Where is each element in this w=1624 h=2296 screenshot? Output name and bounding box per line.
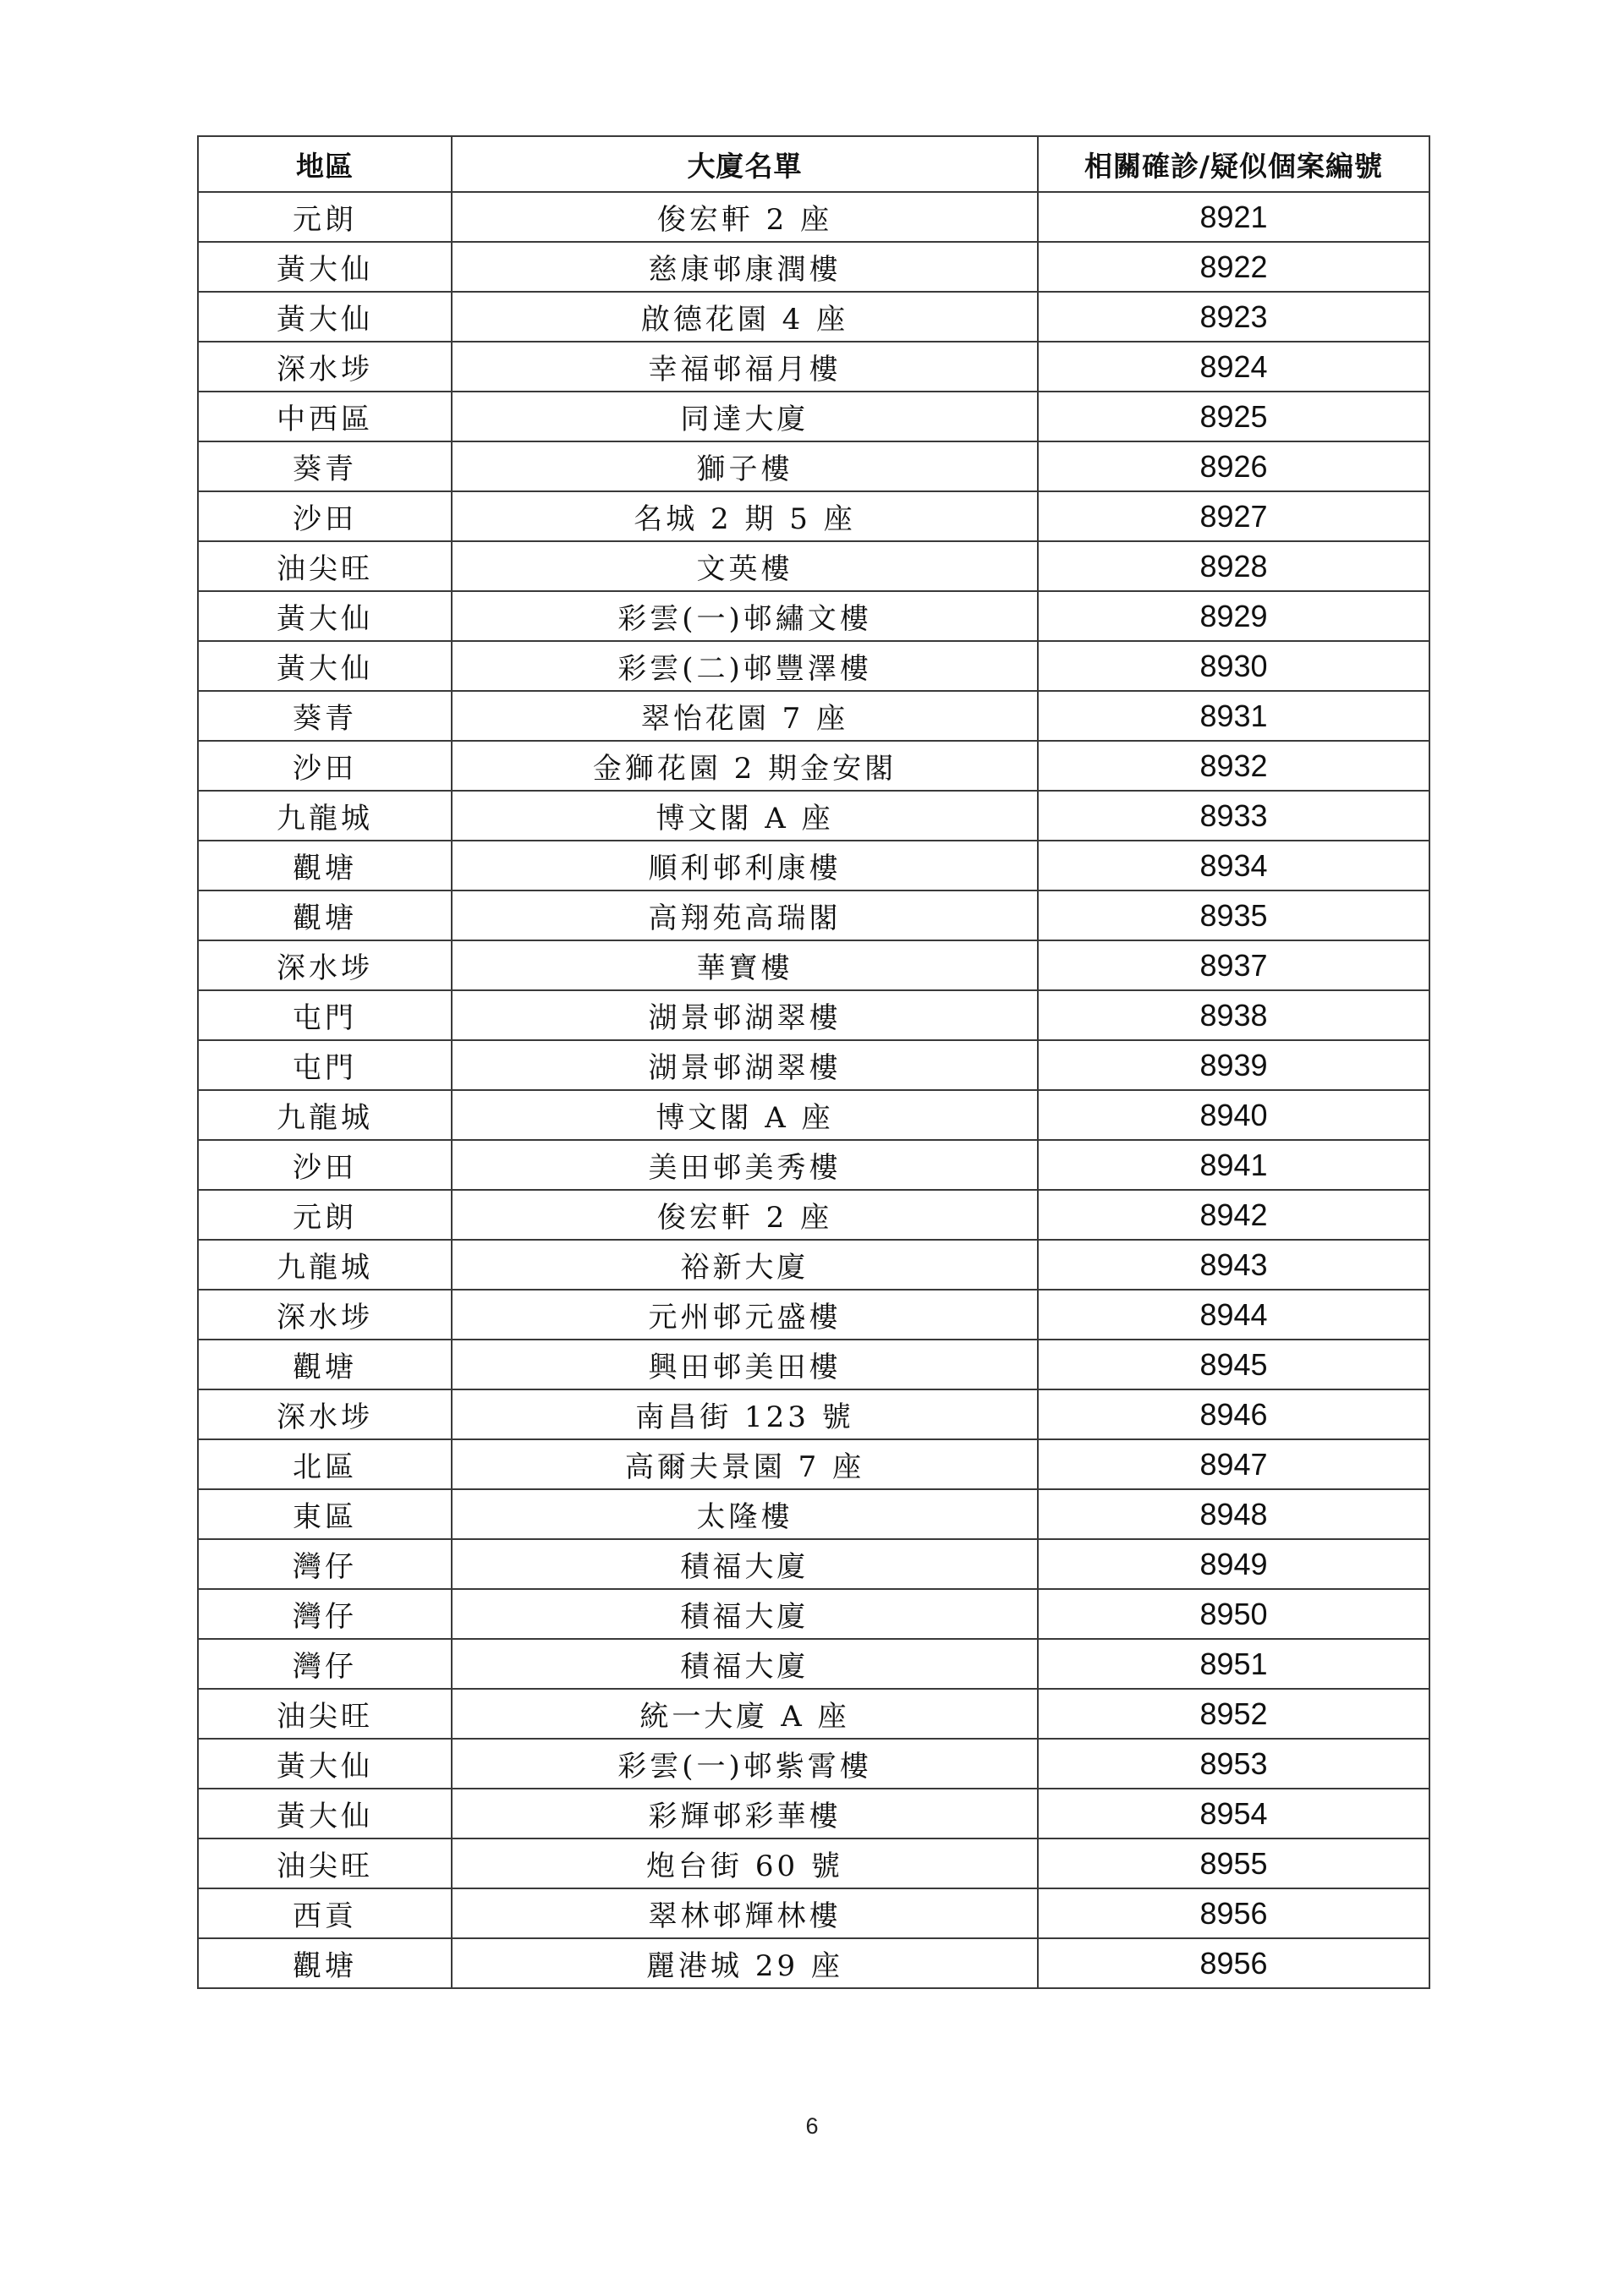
building-cell: 裕新大廈 [452, 1240, 1038, 1290]
case-number-cell: 8942 [1038, 1190, 1429, 1240]
building-cell: 炮台街 60 號 [452, 1838, 1038, 1888]
table-row [198, 1340, 1429, 1389]
district-cell: 油尖旺 [198, 1838, 452, 1888]
table-row [198, 890, 1429, 940]
building-cell: 太隆樓 [452, 1489, 1038, 1539]
case-number-cell: 8949 [1038, 1539, 1429, 1589]
district-cell: 九龍城 [198, 1240, 452, 1290]
case-number-cell: 8950 [1038, 1589, 1429, 1639]
building-cell: 高爾夫景園 7 座 [452, 1439, 1038, 1489]
district-cell: 九龍城 [198, 1090, 452, 1140]
buildings-table [197, 135, 1430, 1989]
building-cell: 名城 2 期 5 座 [452, 491, 1038, 541]
district-cell: 中西區 [198, 392, 452, 441]
case-number-cell: 8934 [1038, 841, 1429, 890]
building-cell: 彩雲(一)邨繡文樓 [452, 591, 1038, 641]
case-number-cell: 8935 [1038, 890, 1429, 940]
case-number-cell: 8937 [1038, 940, 1429, 990]
table-row [198, 342, 1429, 392]
district-cell: 元朗 [198, 192, 452, 242]
table-row [198, 1689, 1429, 1739]
table-row [198, 841, 1429, 890]
case-number-cell: 8956 [1038, 1888, 1429, 1938]
district-cell: 沙田 [198, 491, 452, 541]
building-cell: 興田邨美田樓 [452, 1340, 1038, 1389]
table-row [198, 1639, 1429, 1689]
table-row [198, 641, 1429, 691]
district-cell: 深水埗 [198, 940, 452, 990]
case-number-cell: 8940 [1038, 1090, 1429, 1140]
table-row [198, 591, 1429, 641]
case-number-cell: 8941 [1038, 1140, 1429, 1190]
table-row [198, 1938, 1429, 1988]
case-number-cell: 8948 [1038, 1489, 1429, 1539]
district-cell: 屯門 [198, 1040, 452, 1090]
district-cell: 黃大仙 [198, 242, 452, 292]
building-cell: 湖景邨湖翠樓 [452, 1040, 1038, 1090]
district-cell: 沙田 [198, 1140, 452, 1190]
district-cell: 深水埗 [198, 342, 452, 392]
district-cell: 觀塘 [198, 841, 452, 890]
case-number-cell: 8954 [1038, 1789, 1429, 1838]
case-number-cell: 8943 [1038, 1240, 1429, 1290]
table-row [198, 691, 1429, 741]
building-cell: 積福大廈 [452, 1589, 1038, 1639]
table-row [198, 940, 1429, 990]
building-cell: 博文閣 A 座 [452, 791, 1038, 841]
case-number-cell: 8938 [1038, 990, 1429, 1040]
case-number-cell: 8939 [1038, 1040, 1429, 1090]
district-cell: 深水埗 [198, 1290, 452, 1340]
district-cell: 灣仔 [198, 1589, 452, 1639]
table-row [198, 791, 1429, 841]
district-cell: 黃大仙 [198, 591, 452, 641]
district-cell: 黃大仙 [198, 292, 452, 342]
case-number-cell: 8951 [1038, 1639, 1429, 1689]
building-cell: 翠林邨輝林樓 [452, 1888, 1038, 1938]
table-row [198, 242, 1429, 292]
table-row [198, 192, 1429, 242]
building-cell: 彩雲(一)邨紫霄樓 [452, 1739, 1038, 1789]
building-cell: 彩輝邨彩華樓 [452, 1789, 1038, 1838]
table-row [198, 1888, 1429, 1938]
district-cell: 深水埗 [198, 1389, 452, 1439]
case-number-cell: 8952 [1038, 1689, 1429, 1739]
table-row [198, 491, 1429, 541]
table-row [198, 1290, 1429, 1340]
table-row [198, 292, 1429, 342]
building-cell: 文英樓 [452, 541, 1038, 591]
case-number-cell: 8946 [1038, 1389, 1429, 1439]
district-cell: 東區 [198, 1489, 452, 1539]
table-row [198, 741, 1429, 791]
header-case-number: 相關確診/疑似個案編號 [1038, 136, 1429, 192]
table-header-row [198, 136, 1429, 192]
case-number-cell: 8925 [1038, 392, 1429, 441]
building-cell: 獅子樓 [452, 441, 1038, 491]
case-number-cell: 8926 [1038, 441, 1429, 491]
district-cell: 灣仔 [198, 1639, 452, 1689]
case-number-cell: 8931 [1038, 691, 1429, 741]
case-number-cell: 8945 [1038, 1340, 1429, 1389]
district-cell: 元朗 [198, 1190, 452, 1240]
building-cell: 美田邨美秀樓 [452, 1140, 1038, 1190]
case-number-cell: 8955 [1038, 1838, 1429, 1888]
building-cell: 彩雲(二)邨豐澤樓 [452, 641, 1038, 691]
building-cell: 博文閣 A 座 [452, 1090, 1038, 1140]
building-cell: 湖景邨湖翠樓 [452, 990, 1038, 1040]
district-cell: 葵青 [198, 691, 452, 741]
district-cell: 北區 [198, 1439, 452, 1489]
building-cell: 積福大廈 [452, 1539, 1038, 1589]
district-cell: 黃大仙 [198, 1739, 452, 1789]
table-row [198, 1140, 1429, 1190]
building-cell: 俊宏軒 2 座 [452, 1190, 1038, 1240]
building-cell: 積福大廈 [452, 1639, 1038, 1689]
district-cell: 觀塘 [198, 1938, 452, 1988]
district-cell: 黃大仙 [198, 641, 452, 691]
building-cell: 華寶樓 [452, 940, 1038, 990]
case-number-cell: 8944 [1038, 1290, 1429, 1340]
building-cell: 幸福邨福月樓 [452, 342, 1038, 392]
table-row [198, 990, 1429, 1040]
table-body [198, 192, 1429, 1988]
case-number-cell: 8923 [1038, 292, 1429, 342]
table-row [198, 1489, 1429, 1539]
district-cell: 觀塘 [198, 1340, 452, 1389]
building-cell: 同達大廈 [452, 392, 1038, 441]
building-cell: 高翔苑高瑞閣 [452, 890, 1038, 940]
district-cell: 葵青 [198, 441, 452, 491]
district-cell: 九龍城 [198, 791, 452, 841]
table-row [198, 1789, 1429, 1838]
case-number-cell: 8922 [1038, 242, 1429, 292]
case-number-cell: 8921 [1038, 192, 1429, 242]
case-number-cell: 8947 [1038, 1439, 1429, 1489]
district-cell: 西貢 [198, 1888, 452, 1938]
table-row [198, 1539, 1429, 1589]
building-cell: 順利邨利康樓 [452, 841, 1038, 890]
table-row [198, 1589, 1429, 1639]
district-cell: 屯門 [198, 990, 452, 1040]
district-cell: 油尖旺 [198, 1689, 452, 1739]
district-cell: 沙田 [198, 741, 452, 791]
table-row [198, 392, 1429, 441]
building-cell: 麗港城 29 座 [452, 1938, 1038, 1988]
case-number-cell: 8928 [1038, 541, 1429, 591]
building-cell: 啟德花園 4 座 [452, 292, 1038, 342]
table-row [198, 1240, 1429, 1290]
header-building: 大廈名單 [452, 136, 1038, 192]
case-number-cell: 8953 [1038, 1739, 1429, 1789]
page-number: 6 [805, 2113, 819, 2139]
table-row [198, 1739, 1429, 1789]
building-cell: 金獅花園 2 期金安閣 [452, 741, 1038, 791]
case-number-cell: 8929 [1038, 591, 1429, 641]
table-row [198, 1838, 1429, 1888]
header-district: 地區 [198, 136, 452, 192]
case-number-cell: 8933 [1038, 791, 1429, 841]
table-row [198, 1040, 1429, 1090]
building-cell: 南昌街 123 號 [452, 1389, 1038, 1439]
table-row [198, 1190, 1429, 1240]
table-row [198, 1439, 1429, 1489]
case-number-cell: 8930 [1038, 641, 1429, 691]
table-row [198, 541, 1429, 591]
building-cell: 慈康邨康潤樓 [452, 242, 1038, 292]
building-cell: 統一大廈 A 座 [452, 1689, 1038, 1739]
document-page [197, 135, 1429, 1989]
building-cell: 俊宏軒 2 座 [452, 192, 1038, 242]
table-row [198, 441, 1429, 491]
case-number-cell: 8927 [1038, 491, 1429, 541]
district-cell: 黃大仙 [198, 1789, 452, 1838]
district-cell: 油尖旺 [198, 541, 452, 591]
district-cell: 灣仔 [198, 1539, 452, 1589]
case-number-cell: 8932 [1038, 741, 1429, 791]
case-number-cell: 8924 [1038, 342, 1429, 392]
table-row [198, 1090, 1429, 1140]
building-cell: 元州邨元盛樓 [452, 1290, 1038, 1340]
district-cell: 觀塘 [198, 890, 452, 940]
case-number-cell: 8956 [1038, 1938, 1429, 1988]
table-row [198, 1389, 1429, 1439]
building-cell: 翠怡花園 7 座 [452, 691, 1038, 741]
